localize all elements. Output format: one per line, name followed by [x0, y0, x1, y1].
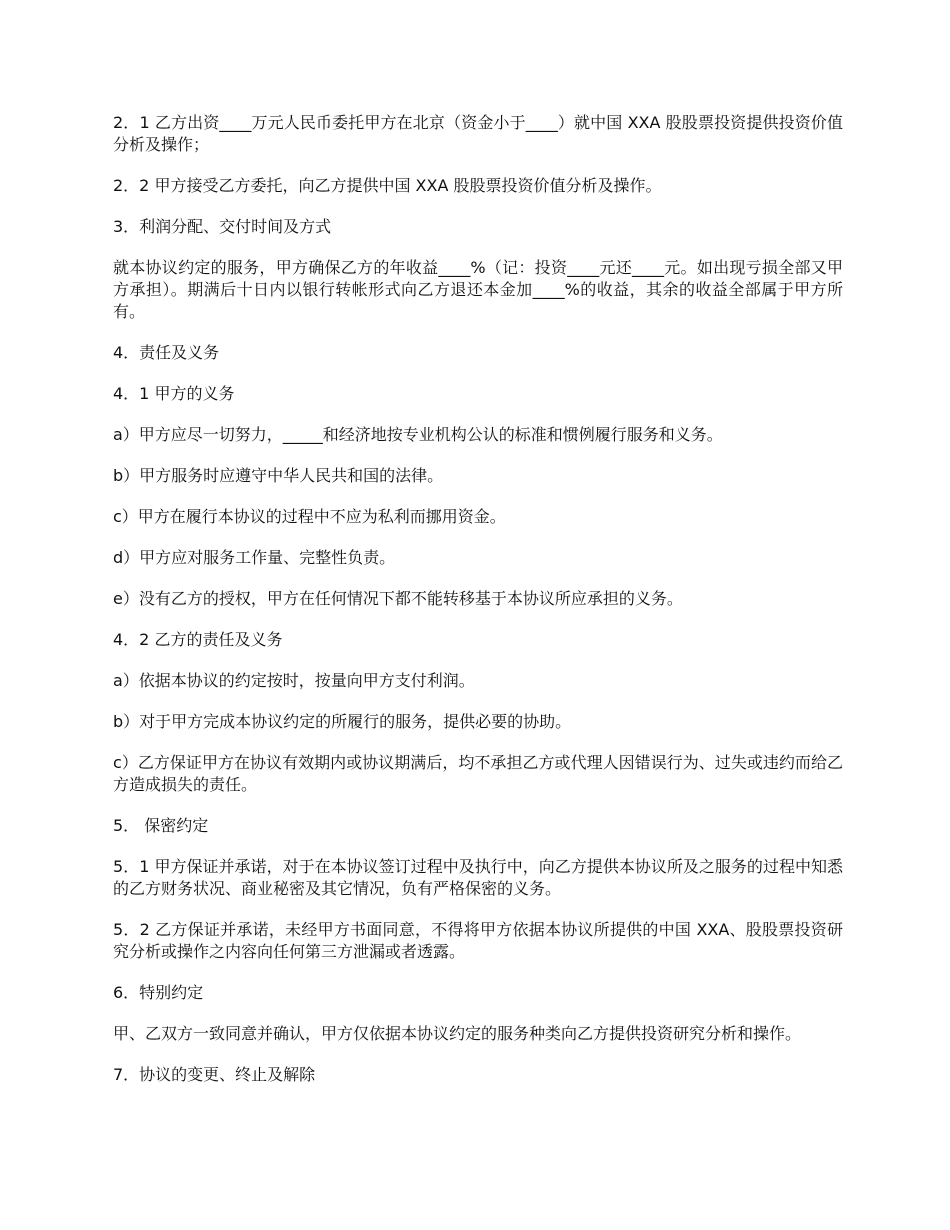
clause-4-1-a: a）甲方应尽一切努力，_____和经济地按专业机构公认的标准和惯例履行服务和义务。 — [113, 425, 723, 444]
clause-4-1-b: b）甲方服务时应遵守中华人民共和国的法律。 — [113, 466, 444, 485]
clause-4-2-b: b）对于甲方完成本协议约定的所履行的服务，提供必要的协助。 — [113, 712, 572, 731]
section-heading-4: 4．责任及义务 — [113, 343, 220, 362]
clause-6-body: 甲、乙双方一致同意并确认，甲方仅依据本协议约定的服务种类向乙方提供投资研究分析和操作。 — [113, 1024, 802, 1043]
clause-2-2: 2．2 甲方接受乙方委托，向乙方提供中国 XXA 股股票投资价值分析及操作。 — [113, 176, 662, 195]
clause-2-1: 2．1 乙方出资____万元人民币委托甲方在北京（资金小于____）就中国 XXA 股股票投资提供投资价值分析及操作； — [113, 113, 843, 154]
document-body — [113, 112, 843, 1105]
clause-4-1-c: c）甲方在履行本协议的过程中不应为私利而挪用资金。 — [113, 507, 506, 526]
clause-5-2: 5．2 乙方保证并承诺，未经甲方书面同意，不得将甲方依据本协议所提供的中国 XXA、股股票投资研究分析或操作之内容向任何第三方泄漏或者透露。 — [113, 920, 843, 961]
clause-4-2-c: c）乙方保证甲方在协议有效期内或协议期满后，均不承担乙方或代理人因错误行为、过失或违约而给乙方造成损失的责任。 — [113, 753, 843, 794]
clause-5-1: 5．1 甲方保证并承诺，对于在本协议签订过程中及执行中，向乙方提供本协议所及之服务的过程中知悉的乙方财务状况、商业秘密及其它情况，负有严格保密的义务。 — [113, 857, 843, 898]
subheading-4-2: 4．2 乙方的责任及义务 — [113, 630, 283, 649]
section-heading-3: 3．利润分配、交付时间及方式 — [113, 217, 332, 236]
clause-4-1-e: e）没有乙方的授权，甲方在任何情况下都不能转移基于本协议所应承担的义务。 — [113, 589, 683, 608]
section-heading-6: 6．特别约定 — [113, 983, 204, 1002]
section-heading-7: 7．协议的变更、终止及解除 — [113, 1065, 316, 1084]
clause-4-2-a: a）依据本协议的约定按时，按量向甲方支付利润。 — [113, 671, 475, 690]
subheading-4-1: 4．1 甲方的义务 — [113, 384, 235, 403]
section-heading-5: 5． 保密约定 — [113, 816, 209, 835]
clause-4-1-d: d）甲方应对服务工作量、完整性负责。 — [113, 548, 396, 567]
clause-3-body: 就本协议约定的服务，甲方确保乙方的年收益____%（记：投资____元还____元。如出现亏损全部又甲方承担）。期满后十日内以银行转帐形式向乙方退还本金加____%的收益，其余的收益全部属于甲方所有。 — [113, 258, 843, 321]
